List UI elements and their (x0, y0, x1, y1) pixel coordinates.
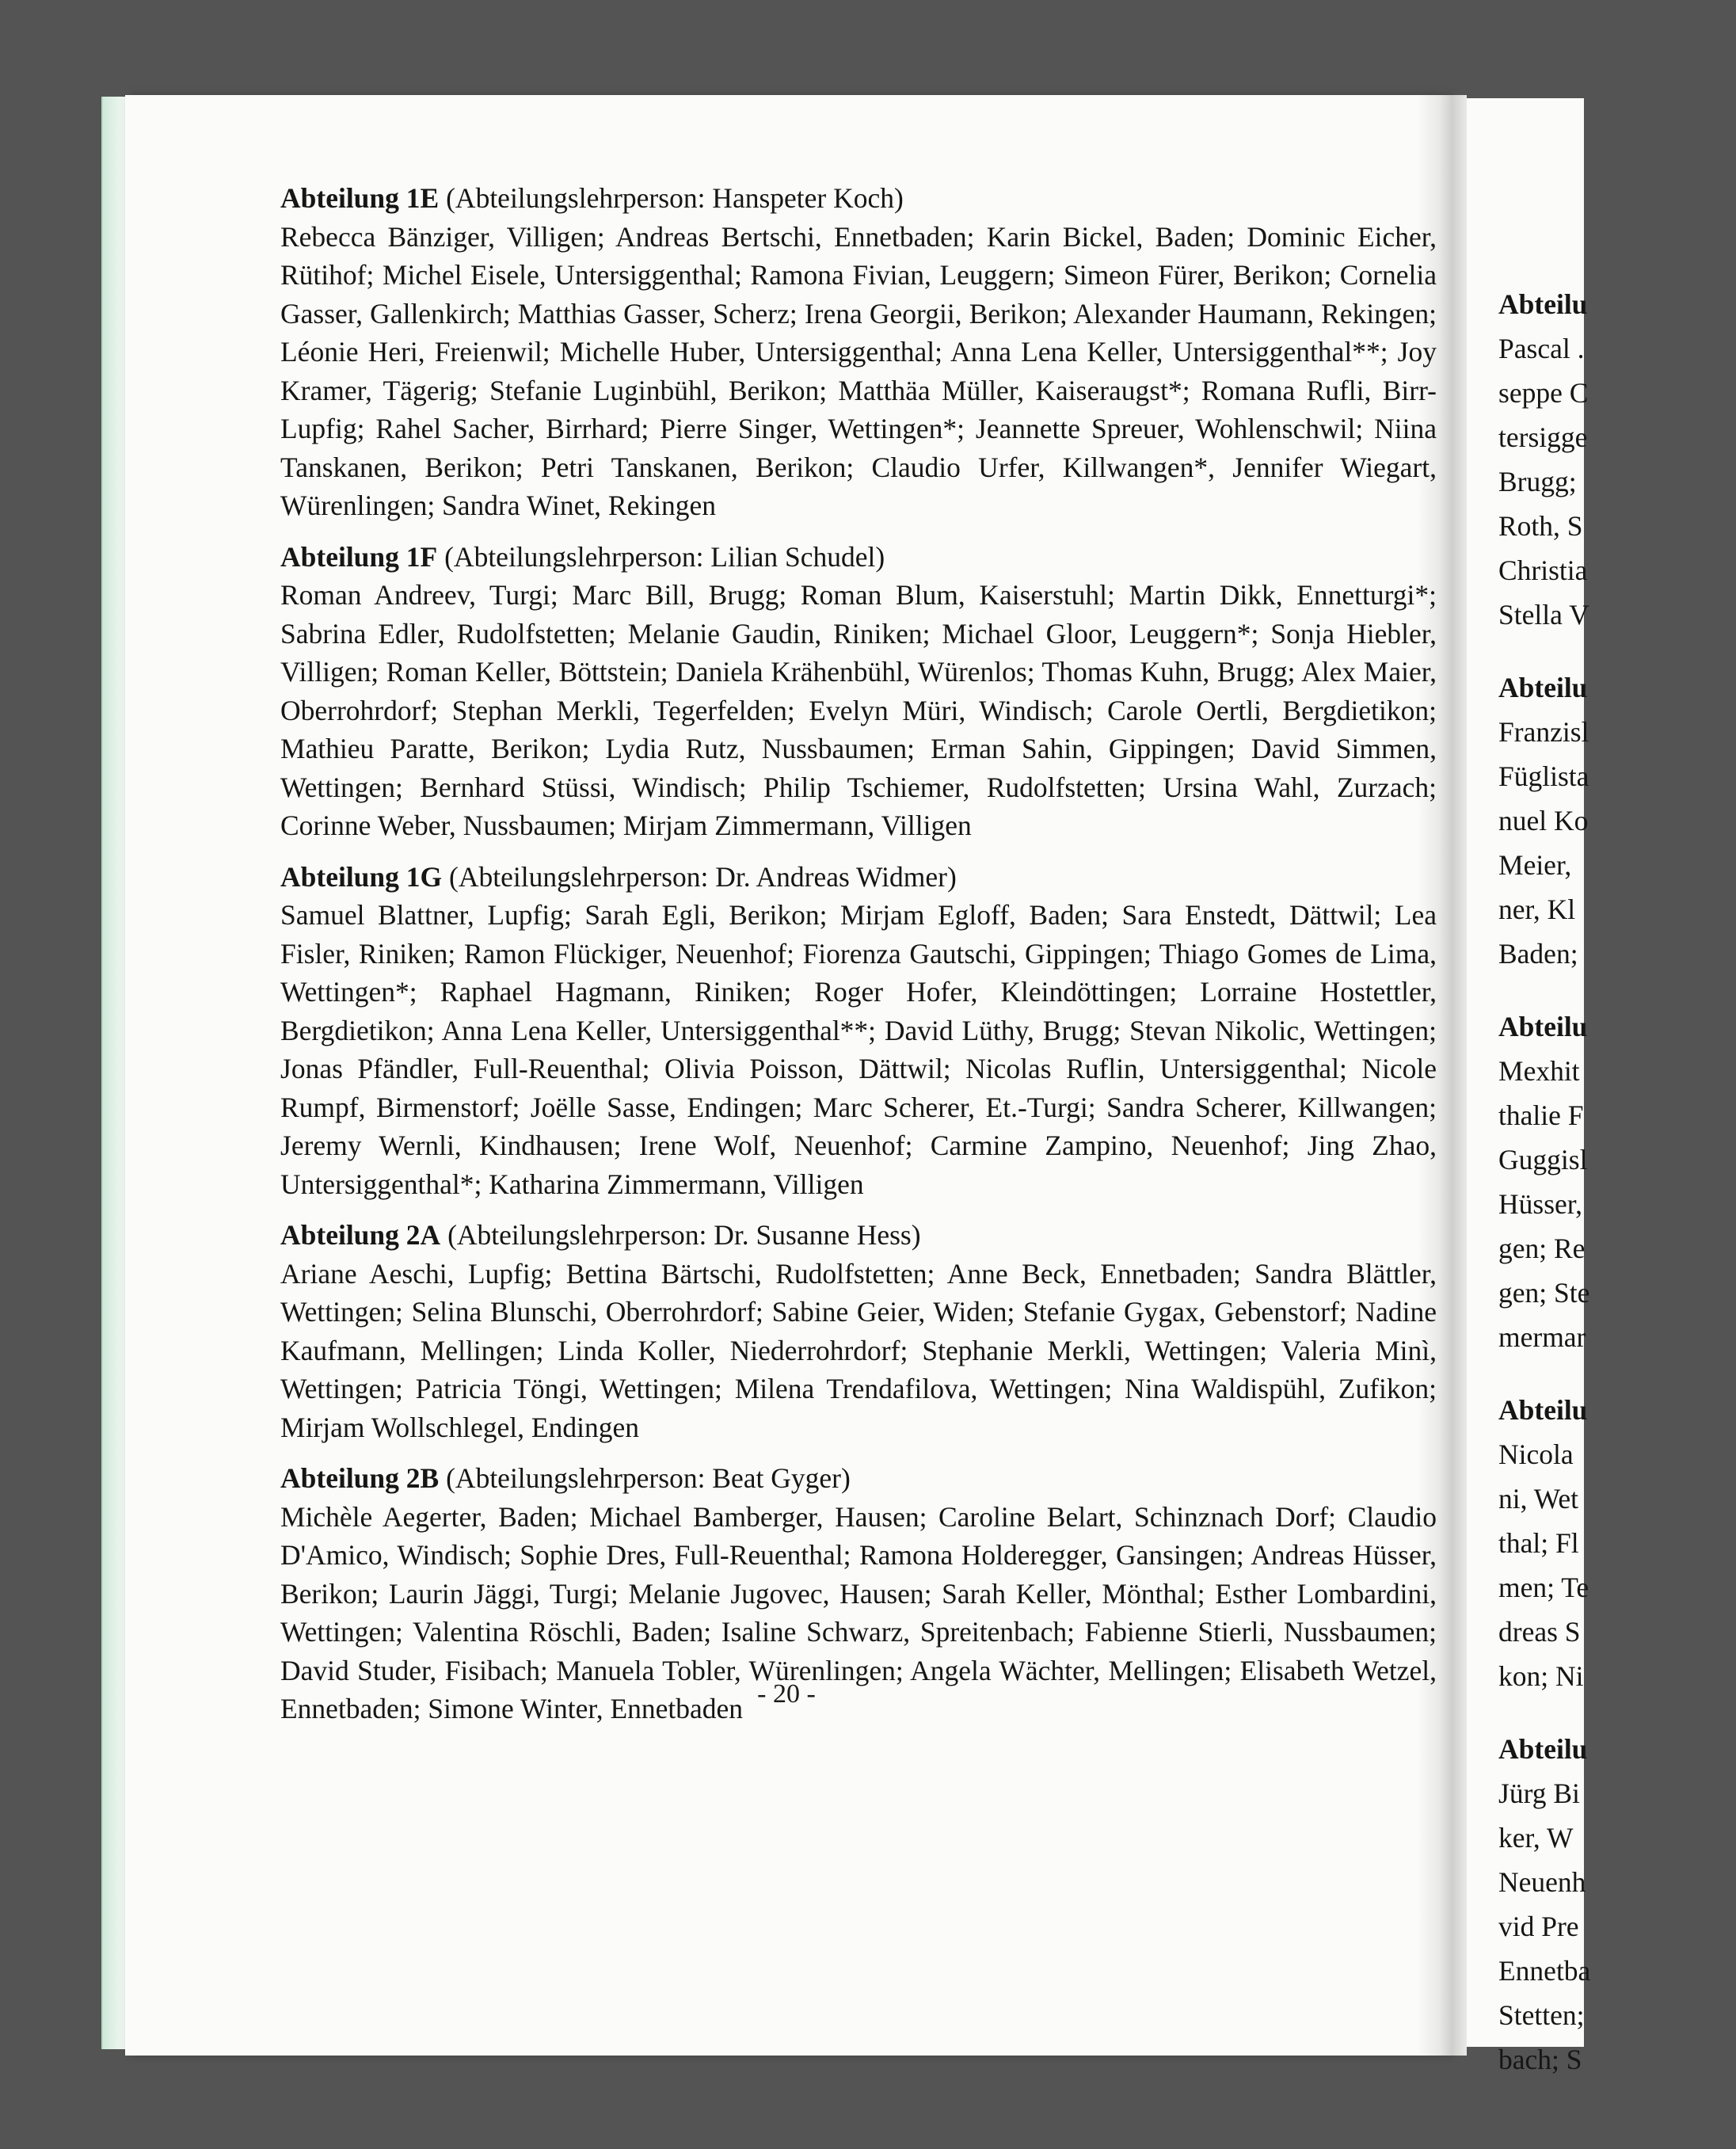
right-line: seppe C (1498, 377, 1589, 409)
right-line: nuel Ko (1498, 805, 1589, 836)
right-line: ner, Kl (1498, 894, 1576, 925)
section-teacher: (Abteilungslehrperson: Beat Gyger) (446, 1462, 851, 1494)
right-line: Franzisl (1498, 716, 1589, 748)
right-line: Füglista (1498, 760, 1589, 792)
right-line: thal; Fl (1498, 1527, 1579, 1559)
right-line: Brugg; (1498, 466, 1577, 497)
right-page-class-list (1498, 282, 1736, 2110)
section-students: Roman Andreev, Turgi; Marc Bill, Brugg; Roman Blum, Kaiserstuhl; Martin Dikk, Ennetturgi*; Sabrina Edler, Rudolfstetten; Melanie Gaudin, Riniken; Michael Gloor, Leuggern*; Sonja Hiebler, Villigen; Roman Keller, Böttstein; Daniela Krähenbühl, Würenlos; Thomas Kuhn, Brugg; Alex Maier, Oberrohrdorf; Stephan Merkli, Tegerfelden; Evelyn Müri, Windisch; Carole Oertli, Bergdietikon; Mathieu Paratte, Berikon; Lydia Rutz, Nussbaumen; Erman Sahin, Gippingen; David Simmen, Wettingen; Bernhard Stüssi, Windisch; Philip Tschiemer, Rudolfstetten; Ursina Wahl, Zurzach; Corinne Weber, Nussbaumen; Mirjam Zimmermann, Villigen (280, 579, 1437, 841)
section-1g (280, 858, 1437, 1204)
right-section-title: Abteilu (1498, 672, 1588, 703)
right-line: Pascal . (1498, 333, 1585, 364)
right-section-title: Abteilu (1498, 1733, 1588, 1765)
right-line: Christia (1498, 554, 1588, 586)
right-line: ker, W (1498, 1822, 1574, 1854)
section-students: Rebecca Bänziger, Villigen; Andreas Bertschi, Ennetbaden; Karin Bickel, Baden; Dominic Eicher, Rütihof; Michel Eisele, Untersiggenthal; Ramona Fivian, Leuggern; Simeon Fürer, Berikon; Cornelia Gasser, Gallenkirch; Matthias Gasser, Scherz; Irena Georgii, Berikon; Alexander Haumann, Rekingen; Léonie Heri, Freienwil; Michelle Huber, Untersiggenthal; Anna Lena Keller, Untersiggenthal**; Joy Kramer, Tägerig; Stefanie Luginbühl, Berikon; Matthäa Müller, Kaiseraugst*; Romana Rufli, Birr-Lupfig; Rahel Sacher, Birrhard; Pierre Singer, Wettingen*; Jeannette Spreuer, Wohlenschwil; Niina Tanskanen, Berikon; Petri Tanskanen, Berikon; Claudio Urfer, Killwangen*, Jennifer Wiegart, Würenlingen; Sandra Winet, Rekingen (280, 220, 1437, 521)
right-line: Guggisl (1498, 1144, 1588, 1175)
section-heading (280, 538, 1437, 577)
section-teacher: (Abteilungslehrperson: Dr. Susanne Hess) (447, 1219, 921, 1251)
right-line: Hüsser, (1498, 1188, 1583, 1220)
section-1e (280, 179, 1437, 525)
section-heading (280, 858, 1437, 897)
right-section (1498, 1727, 1736, 2082)
section-heading (280, 1216, 1437, 1255)
section-title: Abteilung 1F (280, 540, 438, 573)
right-line: Jürg Bi (1498, 1777, 1580, 1809)
right-line: gen; Ste (1498, 1277, 1590, 1309)
right-section (1498, 665, 1736, 976)
right-line: thalie F (1498, 1099, 1584, 1131)
page-number: - 20 - (757, 1679, 816, 1709)
right-line: mermar (1498, 1321, 1586, 1353)
right-section-title: Abteilu (1498, 1011, 1588, 1042)
right-line: dreas S (1498, 1616, 1581, 1648)
section-students: Michèle Aegerter, Baden; Michael Bamberger, Hausen; Caroline Belart, Schinznach Dorf; Claudio D'Amico, Windisch; Sophie Dres, Full-Reuenthal; Ramona Holderegger, Gansingen; Andreas Hüsser, Berikon; Laurin Jäggi, Turgi; Melanie Jugovec, Hausen; Sarah Keller, Mönthal; Esther Lombardini, Wettingen; Valentina Röschli, Baden; Isaline Schwarz, Spreitenbach; Fabienne Stierli, Nussbaumen; David Studer, Fisibach; Manuela Tobler, Würenlingen; Angela Wächter, Mellingen; Elisabeth Wetzel, Ennetbaden; Simone Winter, Ennetbaden (280, 1500, 1437, 1724)
section-teacher: (Abteilungslehrperson: Hanspeter Koch) (446, 182, 904, 214)
right-line: Baden; (1498, 938, 1578, 970)
right-page (1467, 98, 1591, 2075)
right-section (1498, 1388, 1736, 1698)
section-title: Abteilung 2B (280, 1462, 440, 1494)
section-1f (280, 538, 1437, 845)
section-heading (280, 1459, 1437, 1498)
right-line: Meier, (1498, 849, 1572, 881)
right-line: ni, Wet (1498, 1483, 1579, 1515)
right-line: Roth, S (1498, 510, 1583, 542)
section-teacher: (Abteilungslehrperson: Dr. Andreas Widmer) (449, 860, 957, 893)
right-line: kon; Ni (1498, 1660, 1584, 1692)
section-students: Samuel Blattner, Lupfig; Sarah Egli, Berikon; Mirjam Egloff, Baden; Sara Enstedt, Dättwil; Lea Fisler, Riniken; Ramon Flückiger, Neuenhof; Fiorenza Gautschi, Gippingen; Thiago Gomes de Lima, Wettingen*; Raphael Hagmann, Riniken; Roger Hofer, Kleindöttingen; Lorraine Hostettler, Bergdietikon; Anna Lena Keller, Untersiggenthal**; David Lüthy, Brugg; Stevan Nikolic, Wettingen; Jonas Pfändler, Full-Reuenthal; Olivia Poisson, Dättwil; Nicolas Ruflin, Untersiggenthal; Nicole Rumpf, Birmenstorf; Joëlle Sasse, Endingen; Marc Scherer, Et.-Turgi; Sandra Scherer, Killwangen; Jeremy Wernli, Kindhausen; Irene Wolf, Neuenhof; Carmine Zampino, Neuenhof; Jing Zhao, Untersiggenthal*; Katharina Zimmermann, Villigen (280, 899, 1437, 1200)
right-line: Ennetba (1498, 1955, 1591, 1987)
section-heading (280, 179, 1437, 218)
right-line: Nicola (1498, 1438, 1574, 1470)
right-line: Stetten; (1498, 1999, 1585, 2031)
right-line: tersigge (1498, 421, 1588, 453)
right-section-title: Abteilu (1498, 1394, 1588, 1426)
section-teacher: (Abteilungslehrperson: Lilian Schudel) (444, 540, 885, 573)
section-2a (280, 1216, 1437, 1446)
right-section (1498, 1004, 1736, 1359)
right-line: Stella V (1498, 599, 1589, 631)
section-title: Abteilung 1E (280, 182, 440, 214)
right-line: bach; S (1498, 2044, 1582, 2075)
right-line: gen; Re (1498, 1233, 1586, 1264)
right-line: Neuenh (1498, 1866, 1586, 1898)
right-section (1498, 282, 1736, 637)
section-title: Abteilung 1G (280, 860, 443, 893)
section-students: Ariane Aeschi, Lupfig; Bettina Bärtschi, Rudolfstetten; Anne Beck, Ennetbaden; Sandra Blättler, Wettingen; Selina Blunschi, Oberrohrdorf; Sabine Geier, Widen; Stefanie Gygax, Gebenstorf; Nadine Kaufmann, Mellingen; Linda Koller, Niederrohrdorf; Stephanie Merkli, Wettingen; Valeria Minì, Wettingen; Patricia Töngi, Wettingen; Milena Trendafilova, Wettingen; Nina Waldispühl, Zufikon; Mirjam Wollschlegel, Endingen (280, 1257, 1437, 1443)
right-line: vid Pre (1498, 1911, 1579, 1942)
right-section-title: Abteilu (1498, 288, 1588, 320)
class-list (280, 179, 1437, 1741)
right-line: men; Te (1498, 1572, 1589, 1603)
section-title: Abteilung 2A (280, 1219, 441, 1251)
right-line: Mexhit (1498, 1055, 1580, 1087)
